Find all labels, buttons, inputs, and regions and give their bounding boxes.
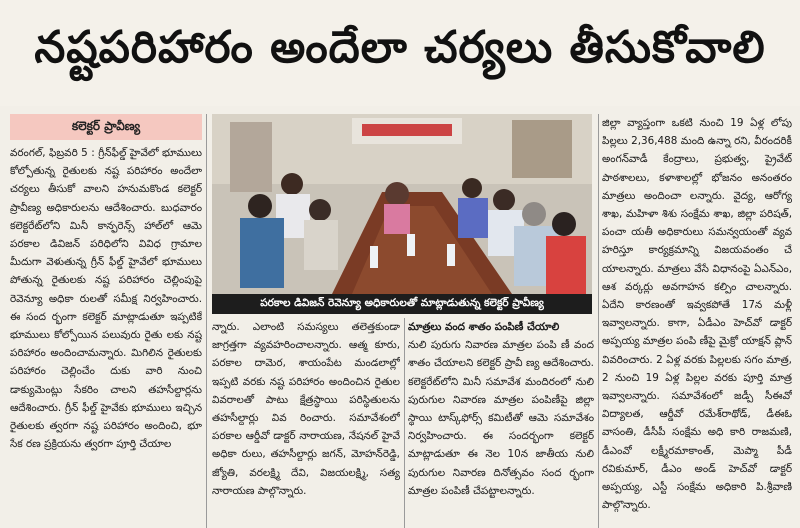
column-divider xyxy=(206,114,207,528)
byline-badge: కలెక్టర్ ప్రావీణ్య xyxy=(10,114,202,140)
column-divider xyxy=(404,318,405,528)
column-3 xyxy=(408,318,594,528)
headline: నష్టపరిహారం అందేలా చర్యలు తీసుకోవాలి xyxy=(0,0,800,106)
column-3-subheading: మాత్రలు వంద శాతం పంపిణీ చేయాలి xyxy=(408,321,560,333)
meeting-photo-illustration xyxy=(212,114,592,294)
column-4-text: జిల్లా వ్యాప్తంగా ఒకటి నుంచి 19 ఏళ్ల లోపు పిల్లలు 2,36,488 మంది ఉన్నా రని, వీరందరికీ అంగన్‌వాడీ కేంద్రాలు, ప్రభుత్వ, ప్రైవేట్ పాఠశాలలు, కళాశాలల్లో భోజనం అనంతరం మాత్రలు అందించా లన్నారు. వైద్య, ఆరోగ్య శాఖ, మహిళా శిశు సంక్షేమ శాఖ, జిల్లా పరిషత్, పంచా యతీ అధికారులు సమన్వయంతో వ్యవ హరిస్తూ కార్యక్రమాన్ని విజయవంతం చే యాలన్నారు. మాత్రలు వేసే విధానంపై ఏఎన్‌ఎం, ఆశ వర్కర్లు అవగాహన కల్పిం చాలన్నారు. ఏదేని కారణంతో ఇవ్వకపోతే 17న మళ్లీ ఇవ్వాలన్నారు. కాగా, ఏడీఎం హెచ్‌వో డాక్టర్ అప్పయ్య మాత్రల పంపి ణీపై మైక్రో యాక్షన్ ప్లాన్ వివరించారు. 2 ఏళ్ల వరకు పిల్లలకు సగం మాత్ర, 2 నుంచి 19 ఏళ్ల పిల్లల వరకు పూర్తి మాత్ర ఇవ్వాలన్నారు. సమావేశంలో జడ్పీ సీఈవో విద్యాలత, ఆర్డీవో రమేశ్‌రాథోడ్, డీఈఓ వాసంతి, డీసీపీ సంక్షేమ అధి కారి రాజమణి, డీఎంవో లక్ష్మీరమాకాంత్, మెప్మా పీడీ రవికుమార్, డీఎం అండ్ హెచ్‌వో డాక్టర్ అప్పయ్య, ఎస్టీ సంక్షేమ అధికారి పి.శ్రీవాణి పాల్గొన్నారు. xyxy=(602,117,792,512)
photo-caption: పరకాల డివిజన్ రెవెన్యూ అధికారులతో మాట్లాడుతున్న కలెక్టర్ ప్రావీణ్య xyxy=(212,294,592,314)
column-3-text: నులి పురుగు నివారణ మాత్రల పంపి ణీ వంద శాతం చేయాలని కలెక్టర్ ప్రావీ ణ్య ఆదేశించారు. కలెక్టరేట్‌లోని మినీ సమావేశ మందిరంలో నులి పురుగుల నివారణ మాత్రల పంపిణీపై జిల్లా స్థాయి టాస్క్‌ఫోర్స్ కమిటీతో ఆమె సమావేశం నిర్వహించారు. ఈ సందర్భంగా కలెక్టర్ మాట్లాడుతూ ఈ నెల 10న జాతీయ నులి పురుగుల నివారణ దినోత్సవం సంద ర్భంగా మాత్రల పంపిణీ చేపట్టాలన్నారు. xyxy=(408,339,594,497)
column-1 xyxy=(10,144,202,528)
column-2 xyxy=(212,318,400,528)
column-2-text: న్నారు. ఎలాంటి సమస్యలు తలెత్తకుండా జాగ్రత్తగా వ్యవహరించాలన్నారు. ఆత్మ కూరు, పరకాల దామెర, శాయంపేట మండలాల్లో ఇప్పటి వరకు నష్ట పరిహారం అందించిన రైతుల వివరాలతో పాటు క్షేత్రస్థాయి పరిస్థితులను తహసీల్దార్లు వివ రించారు. సమావేశంలో పరకాల ఆర్డీవో డాక్టర్ నారాయణ, నేషనల్ హైవే అధికా రులు, తహసీల్దార్లు జగన్, మోహన్‌రెడ్డి, జ్యోతి, వరలక్ష్మి దేవి, విజయలక్ష్మి, సత్య నారాయణ పాల్గొన్నారు. xyxy=(212,321,400,497)
column-divider xyxy=(598,114,599,528)
column-4 xyxy=(602,114,792,528)
column-1-text: వరంగల్, ఫిబ్రవరి 5 : గ్రీన్‌ఫీల్డ్ హైవేలో భూములు కోల్పోతున్న రైతులకు నష్ట పరిహారం అందేలా చర్యలు తీసుకో వాలని హనుమకొండ కలెక్టర్ ప్రావీణ్య అధికారులను ఆదేశించారు. బుధవారం కలెక్టరేట్‌లోని మినీ కాన్ఫరెన్స్ హాల్‌లో ఆమె పరకాల డివిజన్ పరిధిలోని వివిధ గ్రామాల మీదుగా వెళుతున్న గ్రీన్ ఫీల్డ్ హైవేలో భూములు పోతున్న రైతులకు నష్ట పరిహారం చెల్లింపుపై రెవెన్యూ అధికా రులతో సమీక్ష నిర్వహించారు. ఈ సంద ర్భంగా కలెక్టర్ మాట్లాడుతూ ఇప్పటికే భూములు కోల్పోయిన పలువురు రైతు లకు నష్ట పరిహారం అందించామన్నారు. మిగిలిన రైతులకు పరిహారం చెల్లించేం దుకు వారి నుంచి డాక్యుమెంట్లు సేకరిం చాలని తహసీల్దార్లను ఆదేశించారు. గ్రీన్ ఫీల్డ్ హైవేకు భూములు ఇచ్చిన రైతులకు త్వరగా నష్ట పరిహారం అందించి, భూ సేక రణ ప్రక్రియను త్వరగా పూర్తి చేయాల xyxy=(10,147,202,451)
meeting-photo xyxy=(212,114,592,294)
